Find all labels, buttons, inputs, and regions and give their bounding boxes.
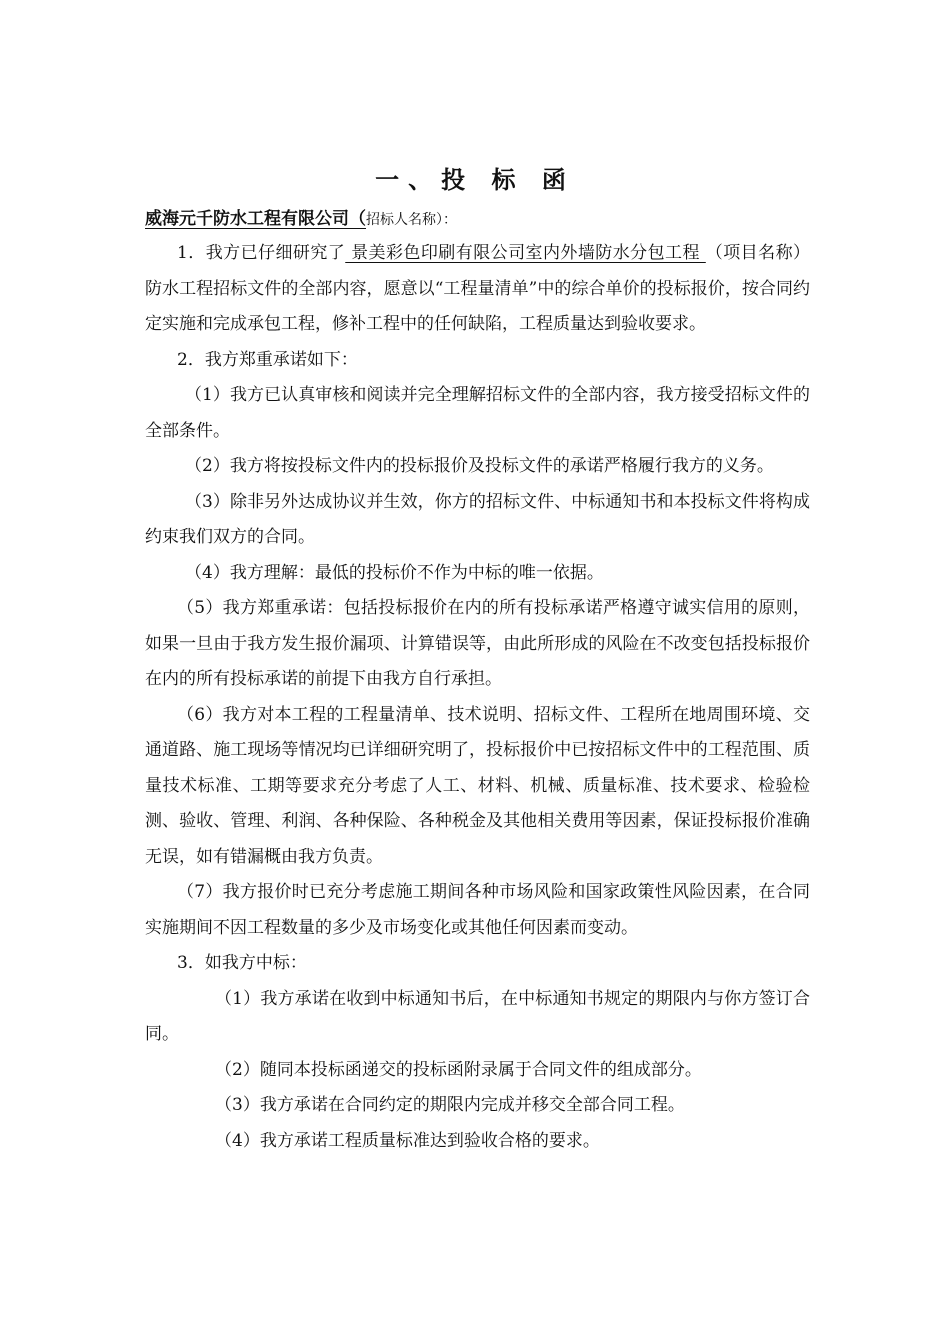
document-title: 一、投 标 函	[375, 166, 575, 194]
commitment-item-7: （7）我方报价时已充分考虑施工期间各种市场风险和国家政策性风险因素，在合同实施期间不因工程数量的多少及市场变化或其他任何因素而变动。	[145, 882, 810, 938]
addressee-hint: 招标人名称）：	[366, 212, 457, 228]
commitment-item-5: （5）我方郑重承诺：包括投标报价在内的所有投标承诺严格遵守诚实信用的原则，如果一旦由于我方发生报价漏项、计算错误等，由此所形成的风险在不改变包括投标报价在内的所有投标承诺的前提下由我方自行承担。	[145, 598, 810, 689]
award-item-1: （1）我方承诺在收到中标通知书后，在中标通知书规定的期限内与你方签订合同。	[145, 988, 810, 1044]
project-name: 景美彩色印刷有限公司室内外墙防水分包工程	[345, 243, 706, 263]
award-item-4: （4）我方承诺工程质量标准达到验收合格的要求。	[215, 1130, 600, 1151]
document-body	[145, 236, 810, 1159]
award-item-2: （2）随同本投标函递交的投标函附录属于合同文件的组成部分。	[215, 1059, 702, 1080]
paragraph-3-heading: 3．如我方中标：	[177, 953, 307, 973]
commitment-item-4: （4）我方理解：最低的投标价不作为中标的唯一依据。	[185, 562, 604, 583]
commitment-item-6: （6）我方对本工程的工程量清单、技术说明、招标文件、工程所在地周围环境、交通道路、施工现场等情况均已详细研究明了，投标报价中已按招标文件中的工程范围、质量技术标准、工期等要求充分考虑了人工、材料、机械、质量标准、技术要求、检验检测、验收、管理、利润、各种保险、各种税金及其他相关费用等因素，保证投标报价准确无误，如有错漏概由我方负责。	[145, 704, 810, 867]
commitment-item-1: （1）我方已认真审核和阅读并完全理解招标文件的全部内容，我方接受招标文件的全部条件。	[145, 385, 810, 441]
paragraph-1-prefix: 1．我方已仔细研究了	[177, 243, 346, 263]
addressee-line	[145, 205, 457, 234]
paragraph-1-suffix: （项目名称）防水工程招标文件的全部内容，愿意以“工程量清单”中的综合单价的投标报价，按合同约定实施和完成承包工程，修补工程中的任何缺陷，工程质量达到验收要求。	[145, 243, 811, 334]
commitment-item-3: （3）除非另外达成协议并生效，你方的招标文件、中标通知书和本投标文件将构成约束我们双方的合同。	[145, 491, 810, 547]
addressee-name: 威海元千防水工程有限公司（	[145, 209, 366, 229]
commitment-item-2: （2）我方将按投标文件内的投标报价及投标文件的承诺严格履行我方的义务。	[185, 456, 774, 476]
paragraph-2-heading: 2．我方郑重承诺如下：	[177, 349, 358, 370]
paragraph-1	[145, 236, 810, 343]
award-item-3: （3）我方承诺在合同约定的期限内完成并移交全部合同工程。	[215, 1095, 685, 1115]
